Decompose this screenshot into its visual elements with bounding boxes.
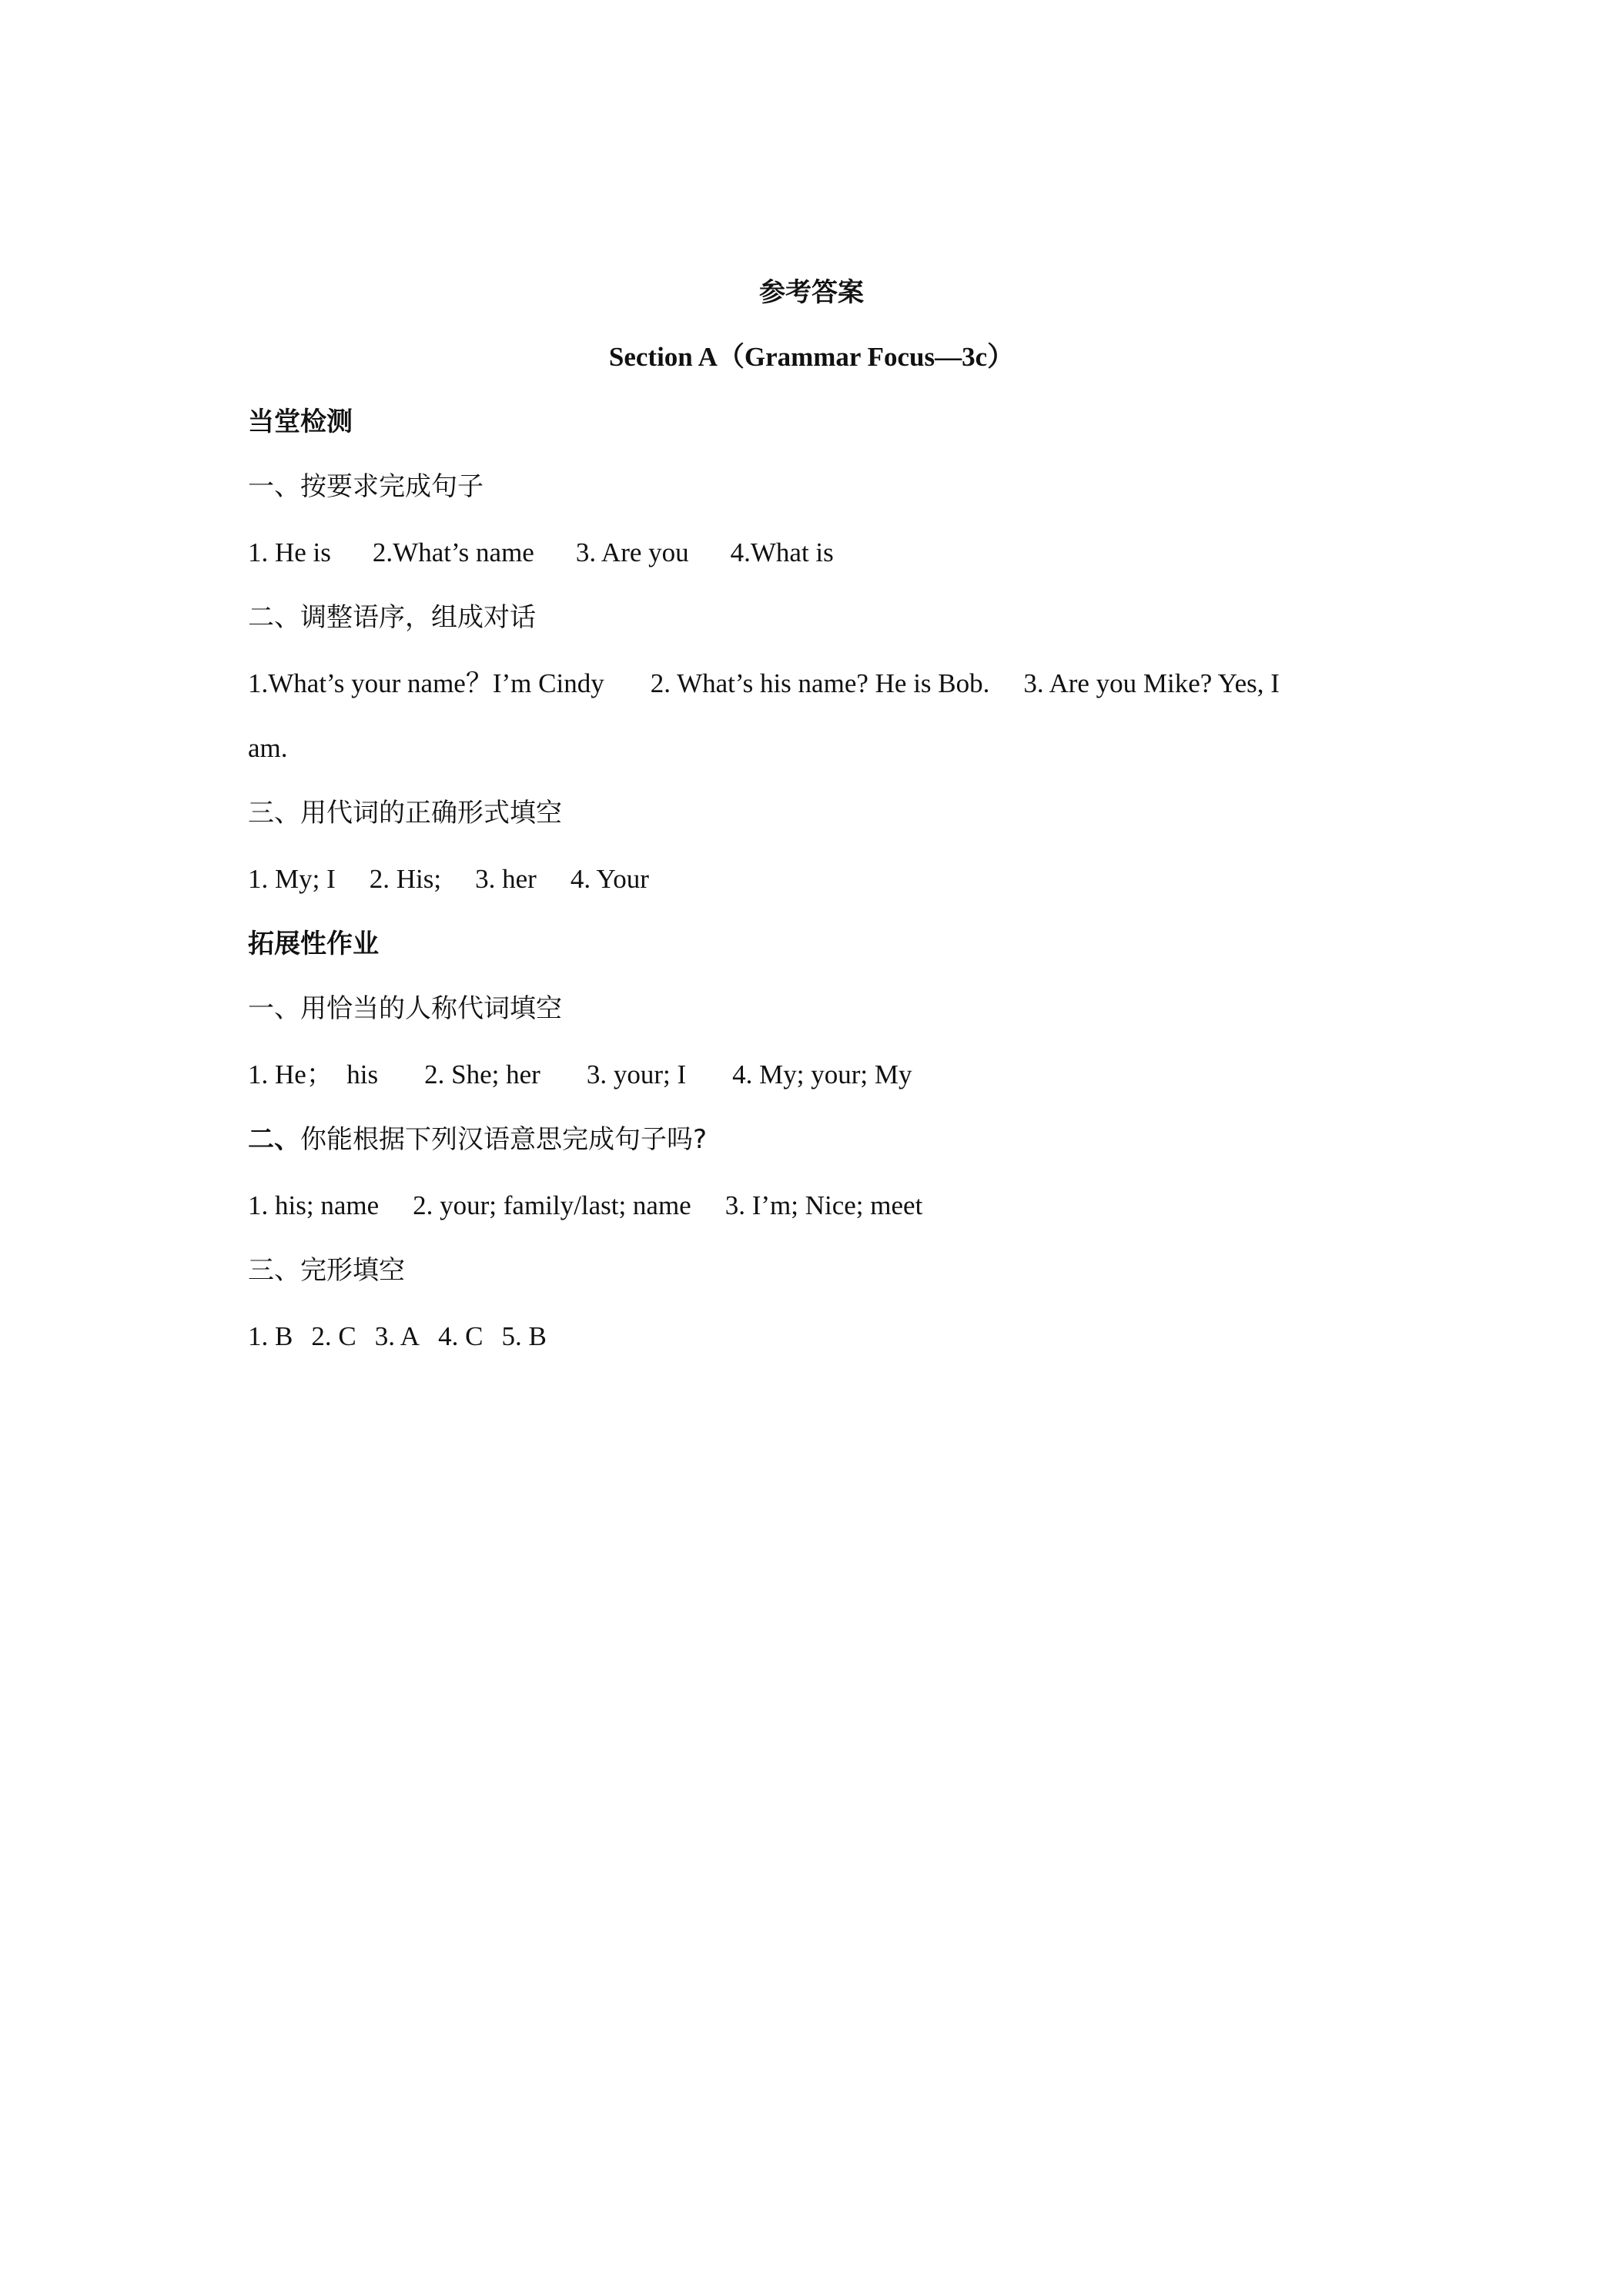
answer-item: 2. She; her [424,1059,540,1089]
section-subtitle: Section A（Grammar Focus—3c） [608,342,1015,372]
answer-item: 1. He； his [248,1059,379,1089]
answer-item: 2.What’s name [372,537,534,567]
answer-item: 4. C [438,1321,484,1351]
question-heading-cloze: 三、完形填空 [248,1255,405,1286]
answer-item: 3. Are you Mike? Yes, I [1023,668,1280,698]
answer-item: 1. He is [248,537,331,567]
part-heading-extended-homework: 拓展性作业 [248,929,379,959]
answer-item: 1. B [248,1321,293,1351]
answer-row-cloze [248,1320,547,1354]
answer-item: 2. C [311,1321,356,1351]
answer-item: 3. her [475,864,537,894]
answer-item: 1. his; name [248,1190,380,1220]
question-number: 二、 [248,1124,300,1155]
answer-item: 4.What is [730,537,834,567]
answer-item: 3. your; I [586,1059,687,1089]
answer-item: 2. What’s his name? He is Bob. [650,668,990,698]
answer-item: 2. your; family/last; name [413,1190,691,1220]
answer-item: 2. His; [369,864,442,894]
answer-item: 3. A [374,1321,420,1351]
question-heading-pronoun-forms: 三、用代词的正确形式填空 [248,798,562,828]
answer-item: 3. Are you [575,537,689,567]
answer-item: 1. My; I [248,864,336,894]
answer-item: 4. My; your; My [732,1059,912,1089]
question-heading-personal-pronouns: 一、用恰当的人称代词填空 [248,993,562,1024]
question-heading-reorder-dialogue: 二、调整语序，组成对话 [248,602,536,633]
answer-row-complete-sentences [248,536,834,570]
question-heading-complete-sentences: 一、按要求完成句子 [248,471,484,502]
part-heading-in-class-test: 当堂检测 [248,407,353,437]
answer-row-translate-sentences [248,1189,922,1223]
answer-row-pronoun-forms [248,862,649,896]
page-title: 参考答案 [759,277,864,308]
answer-item: 1.What’s your name？I’m Cindy [248,668,604,698]
answer-row-reorder-dialogue [248,667,1280,701]
answer-row-continuation: am. [248,733,288,763]
answer-item: 4. Your [570,864,649,894]
question-heading-translate-sentences [248,1123,707,1156]
answer-row-personal-pronouns [248,1058,912,1092]
answer-item: 5. B [501,1321,547,1351]
question-text: 你能根据下列汉语意思完成句子吗? [300,1124,708,1155]
answer-item: 3. I’m; Nice; meet [724,1190,923,1220]
